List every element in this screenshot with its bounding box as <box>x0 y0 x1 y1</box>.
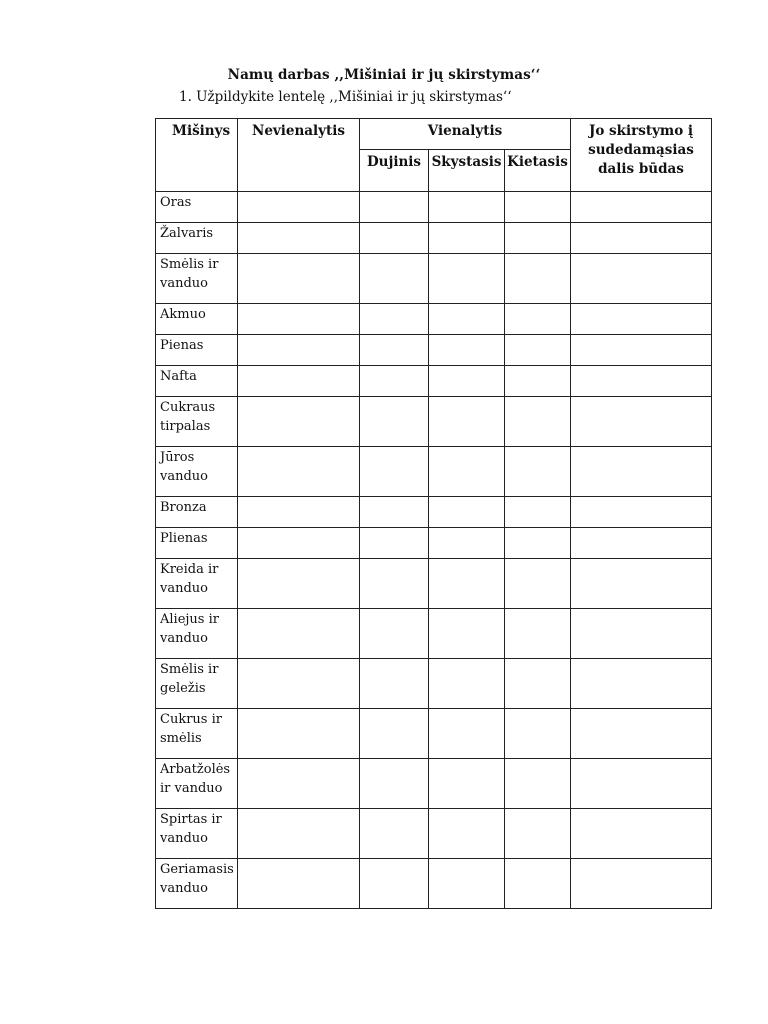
gaseous-cell[interactable] <box>360 192 429 223</box>
heterogeneous-cell[interactable] <box>238 254 360 304</box>
solid-cell[interactable] <box>505 559 571 609</box>
heterogeneous-cell[interactable] <box>238 397 360 447</box>
mixture-name-cell <box>156 335 238 366</box>
table-row <box>156 304 712 335</box>
liquid-cell[interactable] <box>429 759 505 809</box>
separation-method-cell[interactable] <box>571 859 712 909</box>
separation-method-cell[interactable] <box>571 528 712 559</box>
mixture-name-line: Cukraus <box>160 400 216 415</box>
mixture-name-line: vanduo <box>160 581 208 596</box>
solid-cell[interactable] <box>505 809 571 859</box>
mixture-name-cell <box>156 759 238 809</box>
mixture-name-line: Bronza <box>160 500 207 515</box>
gaseous-cell[interactable] <box>360 366 429 397</box>
table-row <box>156 609 712 659</box>
gaseous-cell[interactable] <box>360 559 429 609</box>
gaseous-cell[interactable] <box>360 447 429 497</box>
table-row <box>156 192 712 223</box>
header-separation-method: Jo skirstymo į sudedamąsias dalis būdas <box>571 119 712 192</box>
page-title: Namų darbas ,,Mišiniai ir jų skirstymas‘‘ <box>227 67 541 83</box>
mixture-name-cell <box>156 809 238 859</box>
separation-method-cell[interactable] <box>571 254 712 304</box>
mixture-name-line: Smėlis ir <box>160 662 219 677</box>
table-row <box>156 809 712 859</box>
separation-method-cell[interactable] <box>571 335 712 366</box>
heterogeneous-cell[interactable] <box>238 528 360 559</box>
mixture-name-line: ir vanduo <box>160 781 223 796</box>
table-row <box>156 254 712 304</box>
gaseous-cell[interactable] <box>360 304 429 335</box>
mixtures-table <box>155 118 712 909</box>
mixture-name-line: smėlis <box>160 731 202 746</box>
separation-method-cell[interactable] <box>571 192 712 223</box>
solid-cell[interactable] <box>505 335 571 366</box>
heterogeneous-cell[interactable] <box>238 366 360 397</box>
heterogeneous-cell[interactable] <box>238 859 360 909</box>
mixture-name-cell <box>156 497 238 528</box>
solid-cell[interactable] <box>505 497 571 528</box>
mixture-name-line: Akmuo <box>160 307 206 322</box>
mixture-name-line: Pienas <box>160 338 204 353</box>
separation-method-cell[interactable] <box>571 709 712 759</box>
gaseous-cell[interactable] <box>360 497 429 528</box>
mixture-name-line: Žalvaris <box>160 226 214 241</box>
liquid-cell[interactable] <box>429 609 505 659</box>
instruction-text: 1. Užpildykite lentelę ,,Mišiniai ir jų skirstymas‘‘ <box>179 89 512 105</box>
gaseous-cell[interactable] <box>360 659 429 709</box>
mixture-name-line: Smėlis ir <box>160 257 219 272</box>
mixture-name-line: vanduo <box>160 831 208 846</box>
liquid-cell[interactable] <box>429 335 505 366</box>
mixture-name-line: Aliejus ir <box>160 612 219 627</box>
mixture-name-line: Oras <box>160 195 192 210</box>
table-row <box>156 397 712 447</box>
heterogeneous-cell[interactable] <box>238 335 360 366</box>
solid-cell[interactable] <box>505 254 571 304</box>
solid-cell[interactable] <box>505 397 571 447</box>
liquid-cell[interactable] <box>429 659 505 709</box>
mixture-name-cell <box>156 254 238 304</box>
mixture-name-cell <box>156 397 238 447</box>
separation-method-cell[interactable] <box>571 447 712 497</box>
solid-cell[interactable] <box>505 447 571 497</box>
gaseous-cell[interactable] <box>360 335 429 366</box>
gaseous-cell[interactable] <box>360 609 429 659</box>
table-row <box>156 709 712 759</box>
separation-method-cell[interactable] <box>571 759 712 809</box>
solid-cell[interactable] <box>505 366 571 397</box>
mixture-name-cell <box>156 447 238 497</box>
liquid-cell[interactable] <box>429 559 505 609</box>
table-row <box>156 659 712 709</box>
mixture-name-line: geležis <box>160 681 206 696</box>
separation-method-cell[interactable] <box>571 304 712 335</box>
mixture-name-line: Geriamasis <box>160 862 234 877</box>
solid-cell[interactable] <box>505 192 571 223</box>
separation-method-cell[interactable] <box>571 397 712 447</box>
mixture-name-line: Nafta <box>160 369 197 384</box>
mixture-name-line: Spirtas ir <box>160 812 222 827</box>
heterogeneous-cell[interactable] <box>238 809 360 859</box>
mixture-name-cell <box>156 366 238 397</box>
heterogeneous-cell[interactable] <box>238 609 360 659</box>
heterogeneous-cell[interactable] <box>238 559 360 609</box>
mixture-name-cell <box>156 559 238 609</box>
liquid-cell[interactable] <box>429 397 505 447</box>
mixture-name-cell <box>156 223 238 254</box>
mixture-name-cell <box>156 528 238 559</box>
mixture-name-line: vanduo <box>160 881 208 896</box>
mixture-name-line: vanduo <box>160 631 208 646</box>
separation-method-cell[interactable] <box>571 659 712 709</box>
separation-method-cell[interactable] <box>571 809 712 859</box>
liquid-cell[interactable] <box>429 709 505 759</box>
heterogeneous-cell[interactable] <box>238 304 360 335</box>
mixture-name-line: Plienas <box>160 531 208 546</box>
separation-method-cell[interactable] <box>571 223 712 254</box>
mixture-name-line: Cukrus ir <box>160 712 222 727</box>
solid-cell[interactable] <box>505 609 571 659</box>
mixture-name-line: Kreida ir <box>160 562 219 577</box>
liquid-cell[interactable] <box>429 192 505 223</box>
mixture-name-line: tirpalas <box>160 419 211 434</box>
table-row <box>156 223 712 254</box>
gaseous-cell[interactable] <box>360 809 429 859</box>
header-gaseous: Dujinis <box>360 150 429 192</box>
gaseous-cell[interactable] <box>360 759 429 809</box>
heterogeneous-cell[interactable] <box>238 759 360 809</box>
solid-cell[interactable] <box>505 709 571 759</box>
mixture-name-line: Jūros <box>160 450 195 465</box>
mixture-name-line: vanduo <box>160 276 208 291</box>
gaseous-cell[interactable] <box>360 859 429 909</box>
table-row <box>156 559 712 609</box>
mixture-name-cell <box>156 859 238 909</box>
liquid-cell[interactable] <box>429 528 505 559</box>
gaseous-cell[interactable] <box>360 709 429 759</box>
gaseous-cell[interactable] <box>360 223 429 254</box>
liquid-cell[interactable] <box>429 859 505 909</box>
gaseous-cell[interactable] <box>360 254 429 304</box>
liquid-cell[interactable] <box>429 223 505 254</box>
heterogeneous-cell[interactable] <box>238 223 360 254</box>
header-heterogeneous: Nevienalytis <box>238 119 360 192</box>
liquid-cell[interactable] <box>429 809 505 859</box>
liquid-cell[interactable] <box>429 254 505 304</box>
heterogeneous-cell[interactable] <box>238 447 360 497</box>
solid-cell[interactable] <box>505 223 571 254</box>
table-row <box>156 859 712 909</box>
solid-cell[interactable] <box>505 859 571 909</box>
separation-method-cell[interactable] <box>571 609 712 659</box>
table-row <box>156 759 712 809</box>
table-row <box>156 528 712 559</box>
solid-cell[interactable] <box>505 528 571 559</box>
table-body <box>156 192 712 909</box>
mixture-name-line: vanduo <box>160 469 208 484</box>
header-homogeneous: Vienalytis <box>360 119 571 150</box>
header-solid: Kietasis <box>505 150 571 192</box>
mixture-name-cell <box>156 609 238 659</box>
liquid-cell[interactable] <box>429 304 505 335</box>
header-liquid: Skystasis <box>429 150 505 192</box>
heterogeneous-cell[interactable] <box>238 192 360 223</box>
heterogeneous-cell[interactable] <box>238 709 360 759</box>
gaseous-cell[interactable] <box>360 528 429 559</box>
liquid-cell[interactable] <box>429 447 505 497</box>
liquid-cell[interactable] <box>429 497 505 528</box>
mixture-name-line: Arbatžolės <box>160 762 231 777</box>
table-row <box>156 335 712 366</box>
liquid-cell[interactable] <box>429 366 505 397</box>
solid-cell[interactable] <box>505 304 571 335</box>
mixture-name-cell <box>156 659 238 709</box>
mixture-name-cell <box>156 192 238 223</box>
table-row <box>156 497 712 528</box>
solid-cell[interactable] <box>505 759 571 809</box>
heterogeneous-cell[interactable] <box>238 659 360 709</box>
mixture-name-cell <box>156 709 238 759</box>
gaseous-cell[interactable] <box>360 397 429 447</box>
separation-method-cell[interactable] <box>571 366 712 397</box>
separation-method-cell[interactable] <box>571 497 712 528</box>
separation-method-cell[interactable] <box>571 559 712 609</box>
table-row <box>156 447 712 497</box>
heterogeneous-cell[interactable] <box>238 497 360 528</box>
header-mixture: Mišinys <box>156 119 238 192</box>
mixture-name-cell <box>156 304 238 335</box>
table-row <box>156 366 712 397</box>
solid-cell[interactable] <box>505 659 571 709</box>
